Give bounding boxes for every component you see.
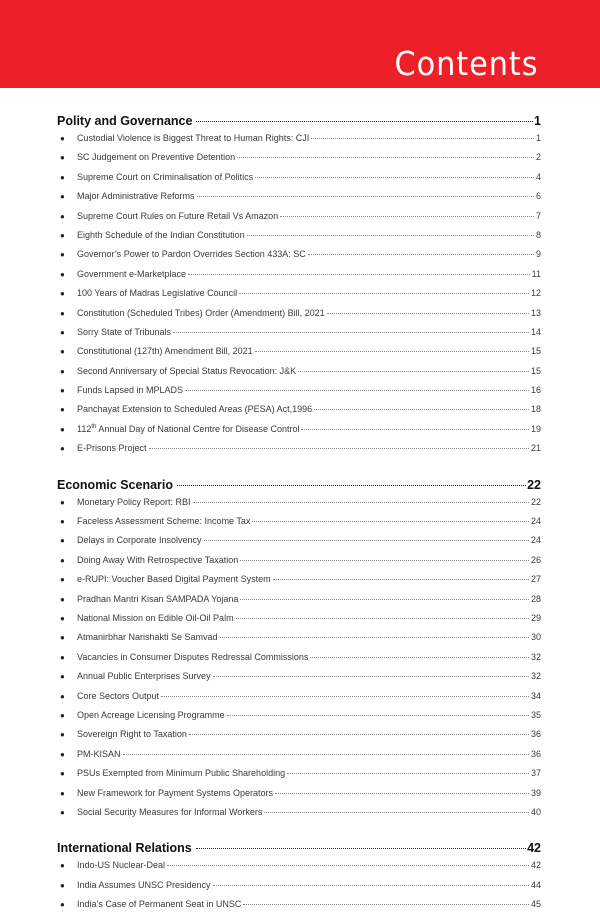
bullet-icon: ●: [60, 575, 65, 585]
dot-leader: [213, 676, 529, 677]
toc-entry[interactable]: [57, 497, 541, 516]
entry-page-number: 14: [530, 326, 541, 337]
dot-leader: [149, 448, 529, 449]
bullet-icon: ●: [60, 347, 65, 357]
entry-page-number: 30: [530, 632, 541, 643]
bullet-icon: ●: [60, 652, 65, 662]
header-banner: [0, 0, 600, 88]
entry-title: Constitution (Scheduled Tribes) Order (Amendment) Bill, 2021: [77, 307, 325, 318]
dot-leader: [255, 177, 534, 178]
entry-page-number: 24: [530, 516, 541, 527]
entry-title: Monetary Policy Report: RBI: [77, 496, 191, 507]
entry-page-number: 44: [530, 879, 541, 890]
toc-entry[interactable]: [57, 152, 541, 171]
dot-leader: [239, 293, 529, 294]
bullet-icon: ●: [60, 366, 65, 376]
bullet-icon: ●: [60, 594, 65, 604]
entry-title: Funds Lapsed in MPLADS: [77, 385, 184, 396]
section-header[interactable]: [57, 478, 541, 497]
toc-entry[interactable]: [57, 788, 541, 807]
entry-title: Panchayat Extension to Scheduled Areas (PESA) Act,1996: [77, 404, 313, 415]
entry-page-number: 29: [530, 612, 541, 623]
entry-title: [77, 424, 299, 434]
dot-leader: [240, 560, 529, 561]
bullet-icon: ●: [60, 730, 65, 740]
entry-title: India Assumes UNSC Presidency: [77, 879, 211, 890]
bullet-icon: ●: [60, 211, 65, 221]
dot-leader: [273, 579, 529, 580]
entry-page-number: 15: [530, 346, 541, 357]
section-title: International Relations: [57, 841, 192, 856]
table-of-contents: [57, 114, 541, 918]
entry-title: Supreme Court Rules on Future Retail Vs Amazon: [77, 210, 279, 221]
entry-title: Supreme Court on Criminalisation of Politics: [77, 171, 254, 182]
toc-entry[interactable]: [57, 807, 541, 826]
entry-title: 100 Years of Madras Legislative Council: [77, 288, 238, 299]
entry-title: Governor’s Power to Pardon Overrides Section 433A: SC: [77, 249, 306, 260]
entry-title: Eighth Schedule of the Indian Constitution: [77, 229, 245, 240]
dot-leader: [310, 657, 529, 658]
toc-entry[interactable]: [57, 424, 541, 443]
entry-title: Custodial Violence is Biggest Threat to Human Rights: CJI: [77, 133, 310, 143]
dot-leader: [255, 351, 529, 352]
ordinal-suffix: th: [91, 423, 97, 430]
toc-entry[interactable]: [57, 860, 541, 879]
dot-leader: [123, 754, 529, 755]
entry-page-number: 12: [530, 288, 541, 299]
toc-entry[interactable]: [57, 574, 541, 593]
bullet-icon: ●: [60, 517, 65, 527]
bullet-icon: ●: [60, 672, 65, 682]
entry-page-number: 45: [530, 899, 541, 910]
entry-page-number: 2: [535, 152, 541, 163]
dot-leader: [227, 715, 529, 716]
dot-leader: [204, 540, 529, 541]
bullet-icon: ●: [60, 710, 65, 720]
toc-entry[interactable]: [57, 346, 541, 365]
section-page-number: 22: [527, 477, 541, 492]
dot-leader: [301, 429, 529, 430]
dot-leader: [311, 138, 534, 139]
bullet-icon: ●: [60, 405, 65, 415]
page-title: Contents: [394, 44, 538, 83]
entry-page-number: 32: [530, 671, 541, 682]
bullet-icon: ●: [60, 807, 65, 817]
toc-entry[interactable]: [57, 172, 541, 191]
bullet-icon: ●: [60, 386, 65, 396]
toc-entry[interactable]: [57, 710, 541, 729]
entry-title: National Mission on Edible Oil-Oil Palm: [77, 612, 234, 623]
bullet-icon: ●: [60, 230, 65, 240]
entry-page-number: 36: [530, 729, 541, 740]
entry-title: Atmanirbhar Narishakti Se Samvad: [77, 632, 218, 643]
entry-page-number: 22: [530, 496, 541, 507]
entry-page-number: 4: [535, 171, 541, 182]
entry-title: Core Sectors Output: [77, 690, 160, 701]
entry-title: Sorry State of Tribunals: [77, 326, 172, 337]
toc-section-economic: [57, 478, 541, 827]
dot-leader: [280, 216, 534, 217]
bullet-icon: ●: [60, 555, 65, 565]
entry-title: E-Prisons Project: [77, 443, 147, 454]
toc-entry[interactable]: [57, 404, 541, 423]
toc-entry[interactable]: [57, 768, 541, 787]
bullet-icon: ●: [60, 134, 65, 143]
toc-entry[interactable]: [57, 594, 541, 613]
toc-entry[interactable]: [57, 555, 541, 574]
entry-title: Vacancies in Consumer Disputes Redressal Commissions: [77, 651, 309, 662]
bullet-icon: ●: [60, 880, 65, 890]
entry-page-number: 39: [530, 787, 541, 798]
dot-leader: [173, 332, 529, 333]
dot-leader: [220, 637, 529, 638]
entry-page-number: 13: [530, 307, 541, 318]
section-title: Polity and Governance: [57, 114, 193, 128]
entry-title: e-RUPI: Voucher Based Digital Payment System: [77, 574, 271, 585]
bullet-icon: ●: [60, 749, 65, 759]
dot-leader: [243, 904, 529, 905]
dot-leader: [247, 235, 534, 236]
bullet-icon: ●: [60, 308, 65, 318]
entry-page-number: 35: [530, 709, 541, 720]
toc-entry[interactable]: [57, 249, 541, 268]
bullet-icon: ●: [60, 633, 65, 643]
entry-page-number: 21: [530, 443, 541, 454]
entry-title: Indo-US Nuclear-Deal: [77, 860, 166, 871]
entry-title: New Framework for Payment Systems Operators: [77, 787, 274, 798]
entry-page-number: 24: [530, 535, 541, 546]
bullet-icon: ●: [60, 497, 65, 507]
dot-leader: [314, 409, 529, 410]
toc-entry[interactable]: [57, 729, 541, 748]
bullet-icon: ●: [60, 172, 65, 182]
entry-title: Open Acreage Licensing Programme: [77, 709, 225, 720]
toc-entry[interactable]: [57, 516, 541, 535]
dot-leader: [240, 599, 529, 600]
bullet-icon: ●: [60, 769, 65, 779]
entry-page-number: 9: [535, 249, 541, 260]
toc-entry[interactable]: [57, 230, 541, 249]
entry-page-number: 27: [530, 574, 541, 585]
section-page-number: 42: [527, 841, 541, 856]
section-title: Economic Scenario: [57, 477, 174, 492]
bullet-icon: ●: [60, 691, 65, 701]
entry-title: Social Security Measures for Informal Workers: [77, 806, 263, 817]
entry-page-number: 42: [530, 860, 541, 871]
toc-entry[interactable]: [57, 133, 541, 152]
bullet-icon: ●: [60, 327, 65, 337]
dot-leader: [213, 885, 529, 886]
toc-entry[interactable]: [57, 269, 541, 288]
entry-title: Second Anniversary of Special Status Revocation: J&K: [77, 365, 297, 376]
dot-leader: [287, 773, 529, 774]
dot-leader: [196, 121, 533, 122]
toc-entry[interactable]: [57, 308, 541, 327]
entry-page-number: 7: [535, 210, 541, 221]
toc-entry[interactable]: [57, 613, 541, 632]
bullet-icon: ●: [60, 788, 65, 798]
dot-leader: [308, 254, 534, 255]
entry-title: Delays in Corporate Insolvency: [77, 535, 202, 546]
toc-entry[interactable]: [57, 632, 541, 651]
section-page-number: 1: [534, 114, 541, 128]
bullet-icon: ●: [60, 861, 65, 871]
entry-page-number: 6: [535, 191, 541, 202]
bullet-icon: ●: [60, 153, 65, 163]
entry-title-number: 112: [77, 423, 92, 434]
entry-page-number: 19: [530, 423, 541, 434]
entry-title: Government e-Marketplace: [77, 268, 187, 279]
bullet-icon: ●: [60, 536, 65, 546]
section-header[interactable]: [57, 841, 541, 860]
entry-page-number: 32: [530, 651, 541, 662]
entry-page-number: 1: [535, 133, 541, 143]
entry-title: Major Administrative Reforms: [77, 191, 195, 202]
toc-section-international: [57, 841, 541, 918]
toc-entry[interactable]: [57, 327, 541, 346]
entry-title: Annual Public Enterprises Survey: [77, 671, 211, 682]
entry-title-rest: Annual Day of National Centre for Disease Control: [96, 423, 300, 434]
entry-title: Doing Away With Retrospective Taxation: [77, 554, 239, 565]
entry-title: Constitutional (127th) Amendment Bill, 2021: [77, 346, 253, 357]
bullet-icon: ●: [60, 289, 65, 299]
dot-leader: [252, 521, 529, 522]
toc-entry[interactable]: [57, 366, 541, 385]
dot-leader: [161, 696, 529, 697]
dot-leader: [298, 371, 529, 372]
dot-leader: [237, 157, 534, 158]
bullet-icon: ●: [60, 250, 65, 260]
toc-entry[interactable]: [57, 899, 541, 918]
toc-entry[interactable]: [57, 191, 541, 210]
dot-leader: [177, 485, 526, 486]
entry-title: Sovereign Right to Taxation: [77, 729, 187, 740]
toc-entry[interactable]: [57, 652, 541, 671]
bullet-icon: ●: [60, 269, 65, 279]
bullet-icon: ●: [60, 444, 65, 454]
dot-leader: [167, 865, 529, 866]
toc-entry[interactable]: [57, 671, 541, 690]
toc-entry[interactable]: [57, 211, 541, 230]
dot-leader: [196, 848, 526, 849]
entry-page-number: 40: [530, 806, 541, 817]
toc-entry[interactable]: [57, 749, 541, 768]
dot-leader: [236, 618, 529, 619]
bullet-icon: ●: [60, 613, 65, 623]
entry-title: Faceless Assessment Scheme: Income Tax: [77, 516, 251, 527]
entry-title: PSUs Exempted from Minimum Public Shareholding: [77, 768, 286, 779]
entry-page-number: 15: [530, 365, 541, 376]
dot-leader: [264, 812, 529, 813]
entry-title: Pradhan Mantri Kisan SAMPADA Yojana: [77, 593, 239, 604]
dot-leader: [327, 313, 529, 314]
toc-entry[interactable]: [57, 443, 541, 462]
entry-page-number: 11: [531, 268, 541, 279]
entry-page-number: 18: [530, 404, 541, 415]
bullet-icon: ●: [60, 192, 65, 202]
entry-title: India’s Case of Permanent Seat in UNSC: [77, 899, 242, 910]
entry-page-number: 16: [530, 385, 541, 396]
toc-entry[interactable]: [57, 880, 541, 899]
dot-leader: [189, 734, 529, 735]
dot-leader: [275, 793, 529, 794]
entry-page-number: 37: [530, 768, 541, 779]
toc-entry[interactable]: [57, 535, 541, 554]
entry-page-number: 26: [530, 554, 541, 565]
bullet-icon: ●: [60, 424, 65, 434]
dot-leader: [193, 502, 529, 503]
entry-title: PM-KISAN: [77, 748, 121, 759]
dot-leader: [188, 274, 530, 275]
toc-entry[interactable]: [57, 385, 541, 404]
bullet-icon: ●: [60, 900, 65, 910]
dot-leader: [197, 196, 534, 197]
dot-leader: [185, 390, 529, 391]
entry-page-number: 8: [535, 229, 541, 240]
toc-entry[interactable]: [57, 288, 541, 307]
toc-entry[interactable]: [57, 691, 541, 710]
entry-page-number: 28: [530, 593, 541, 604]
section-header[interactable]: [57, 114, 541, 133]
entry-page-number: 34: [530, 690, 541, 701]
entry-title: SC Judgement on Preventive Detention: [77, 152, 236, 163]
entry-page-number: 36: [530, 748, 541, 759]
toc-section-polity: [57, 114, 541, 463]
